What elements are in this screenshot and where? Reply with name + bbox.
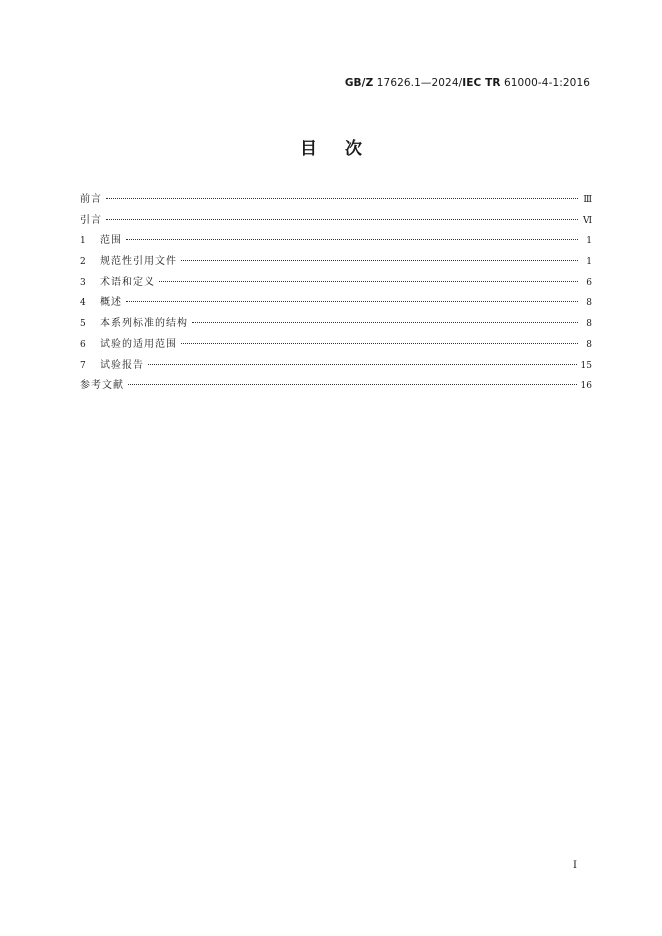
iec-prefix: IEC TR [462, 77, 501, 89]
table-of-contents [80, 190, 592, 397]
toc-entry-label: 本系列标准的结构 [100, 318, 188, 330]
toc-entry-page: Ⅵ [582, 215, 592, 226]
toc-entry-page: Ⅲ [583, 195, 592, 205]
toc-entry-test-report[interactable] [80, 356, 592, 377]
toc-entry-test-applicability[interactable] [80, 335, 592, 356]
standard-prefix: GB/Z [344, 77, 374, 89]
toc-entry-number: 1 [80, 236, 86, 247]
toc-entry-label: 引言 [80, 214, 102, 226]
toc-entry-number: 7 [80, 360, 86, 371]
toc-leader-dots [128, 384, 577, 385]
toc-entry-terms-definitions[interactable] [80, 273, 592, 294]
toc-entry-label: 术语和定义 [100, 276, 155, 288]
toc-entry-page: 8 [586, 339, 592, 350]
toc-entry-number: 6 [80, 339, 86, 350]
iec-number: 61000-4-1:2016 [504, 77, 590, 89]
toc-leader-dots [192, 322, 578, 323]
toc-entry-foreword[interactable] [80, 190, 592, 211]
toc-leader-dots [159, 281, 578, 282]
toc-entry-label: 试验的适用范围 [100, 338, 177, 350]
toc-entry-page: 8 [586, 298, 592, 309]
toc-entry-scope[interactable] [80, 231, 592, 252]
toc-entry-normative-references[interactable] [80, 252, 592, 273]
standard-number: 17626.1—2024/ [376, 77, 463, 89]
toc-entry-label: 范围 [100, 235, 122, 247]
toc-entry-introduction[interactable] [80, 211, 592, 232]
toc-entry-label: 试验报告 [100, 359, 144, 371]
toc-entry-page: 1 [586, 257, 592, 268]
toc-entry-label: 参考文献 [80, 380, 124, 392]
toc-entry-number: 2 [80, 257, 86, 268]
toc-entry-page: 8 [586, 319, 592, 330]
toc-leader-dots [126, 239, 578, 240]
toc-entry-page: 15 [580, 360, 592, 371]
toc-entry-series-structure[interactable] [80, 314, 592, 335]
toc-entry-label: 概述 [100, 297, 122, 309]
toc-entry-label: 前言 [80, 194, 102, 205]
toc-entry-page: 16 [580, 381, 592, 392]
toc-leader-dots [106, 219, 578, 220]
page-number: Ⅰ [573, 860, 577, 871]
toc-entry-bibliography[interactable] [80, 376, 592, 397]
toc-entry-page: 1 [586, 236, 592, 247]
toc-entry-page: 6 [586, 277, 592, 288]
toc-entry-label: 规范性引用文件 [100, 256, 177, 268]
toc-leader-dots [106, 198, 578, 199]
toc-entry-number: 3 [80, 277, 86, 288]
toc-leader-dots [148, 364, 577, 365]
toc-leader-dots [181, 260, 578, 261]
toc-leader-dots [181, 343, 578, 344]
toc-entry-overview[interactable] [80, 293, 592, 314]
standard-header [345, 77, 590, 89]
page-title: 目次 [300, 139, 390, 159]
toc-entry-number: 4 [80, 298, 86, 309]
toc-leader-dots [126, 301, 578, 302]
toc-entry-number: 5 [80, 319, 86, 330]
